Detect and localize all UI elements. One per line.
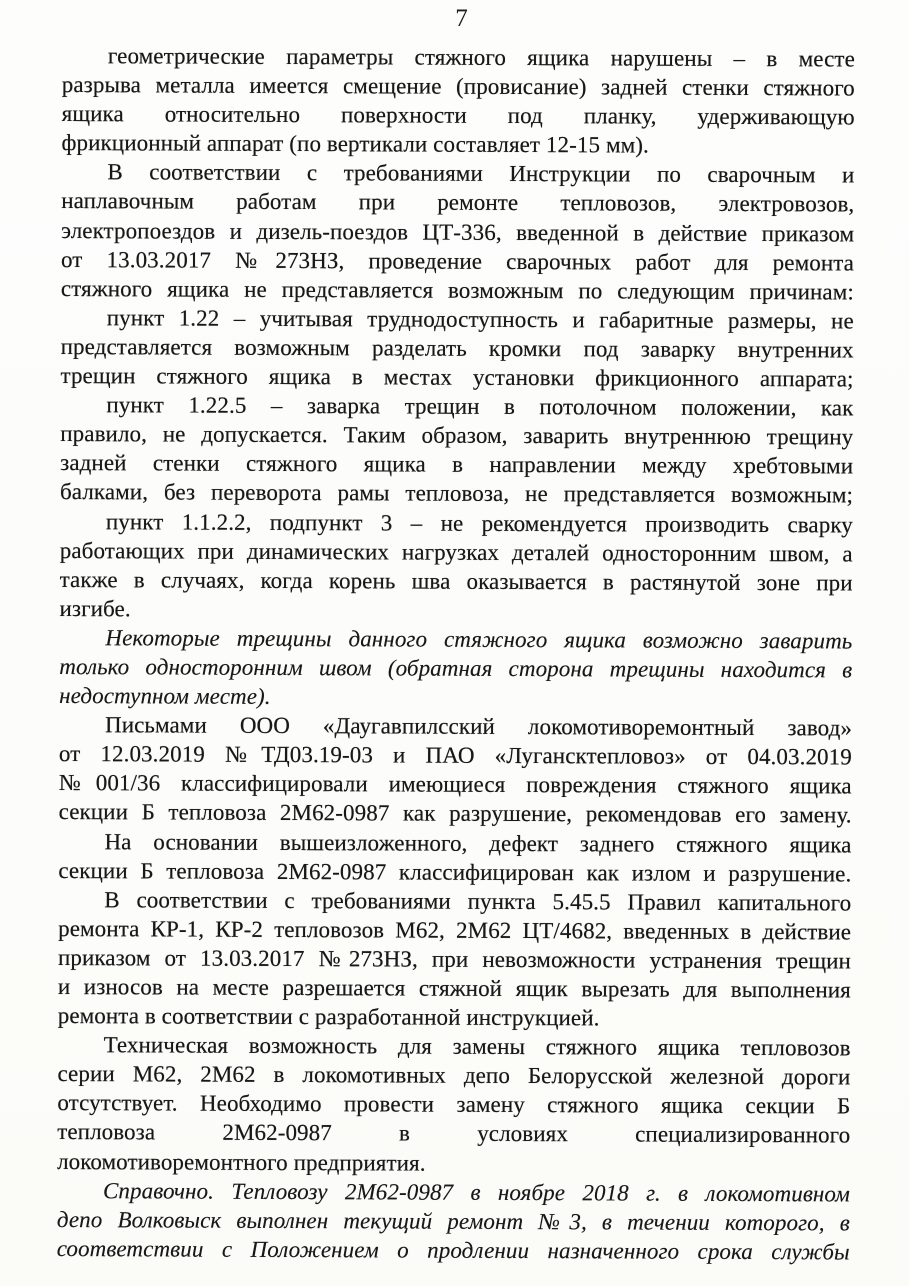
text-line: работающих при динамических нагрузках деталей односторонним швом, а [59,537,853,567]
text-line: Справочно. Тепловозу 2М62-0987 в ноябре 2018 г. в локомотивном [102,1177,851,1207]
text-line: приказом от 13.03.2017 №273НЗ, при невозможности устранения трещин [57,944,852,974]
text-line: фрикционный аппарат (по вертикали составляет 12-15 мм). [61,130,649,158]
paragraph [58,885,852,1034]
paragraph [58,827,851,889]
text-line: представляется возможным разделать кромки под заварку внутренних [60,333,854,363]
text-line: наплавочным работам при ремонте тепловозов, электровозов, [61,188,855,217]
text-line: и износов на месте разрешается стяжной ящик вырезать для выполнения [57,973,851,1003]
page-number: 7 [455,5,468,32]
text-line: пункт 1.1.2.2, подпункт 3 – не рекомендуется производить сварку [105,508,853,537]
text-line: ремонта в соответствии с разработанной инструкцией. [57,1003,600,1031]
text-line: тепловоза 2М62-0987 в условиях специализированного [57,1119,851,1148]
text-line: недоступном месте). [59,683,271,709]
text-line: геометрические параметры стяжного ящика нарушены – в месте [107,43,855,72]
text-line: Техническая возможность для замены стяжного ящика тепловозов [103,1032,851,1061]
paragraph [61,41,855,161]
paragraph [59,710,853,830]
text-line: соответствии с Положением о продлении назначенного срока службы [56,1235,850,1265]
text-line: только односторонним швом (обратная сторона трещины находится в [59,653,853,683]
text-line: электропоездов и дизель-поездов ЦТ-336, введенной в действие приказом [61,217,855,247]
text-line: от 12.03.2019 №ТД03.19-03 и ПАО «Лугансктепловоз» от 04.03.2019 [58,741,852,770]
text-line: серии М62, 2М62 в локомотивных депо Белорусской железной дороги [57,1061,851,1090]
text-line: В соответствии с требованиями пункта 5.45.5 Правил капитального [104,886,852,916]
text-line: ящика относительно поверхности под планку, удерживающую [61,101,855,130]
text-line: Письмами ООО «Даугавпилсский локомотиворемонтный завод» [104,712,853,741]
text-line: №001/36 классифицировали имеющиеся повреждения стяжного ящика [58,770,852,799]
text-line: от 13.03.2017 №273НЗ, проведение сварочных работ для ремонта [60,246,855,276]
text-line: балками, без переворота рамы тепловоза, не представляется возможным; [59,479,854,508]
text-line: пункт 1.22.5 – заварка трещин в потолочном положении, как [106,392,854,421]
text-line: задней стенки стяжного ящика в направлении между хребтовыми [60,450,854,479]
text-line: Некоторые трещины данного стяжного ящика возможно заварить [105,625,853,654]
text-line: правило, не допускается. Таким образом, заварить внутреннюю трещину [60,421,854,450]
text-line: секции Б тепловоза 2М62-0987 как разрушение, рекомендовав его замену. [58,799,852,828]
text-line: стяжного ящика не представляется возможным по следующим причинам: [60,275,854,305]
paragraph [61,157,855,306]
text-line: В соответствии с требованиями Инструкции по сварочным и [107,159,855,188]
text-line: изгибе. [59,595,131,622]
paragraph [59,506,853,626]
paragraph-italic-note [57,1176,850,1267]
paragraph [60,303,853,394]
text-line: На основании вышеизложенного, дефект заднего стяжного ящика [104,828,852,857]
text-line: ремонта КР-1, КР-2 тепловозов М62, 2М62 ЦТ/4682, введенных в действие [58,915,852,945]
text-line: депо Волковыск выполнен текущий ремонт №3, в течении которого, в [56,1206,850,1236]
text-line: разрыва металла имеется смещение (провисание) задней стенки стяжного [61,72,855,101]
paragraph-italic-note [59,623,852,714]
page-content [57,41,855,1266]
text-line: трещин стяжного ящика в местах установки фрикционного аппарата; [60,363,854,392]
text-line: также в случаях, когда корень шва оказывается в растянутой зоне при [59,566,853,596]
text-line: отсутствует. Необходимо провести замену стяжного ящика секции Б [57,1090,851,1119]
text-line: секции Б тепловоза 2М62-0987 классифицирован как излом и разрушение. [58,857,852,887]
text-line: локомотиворемонтного предприятия. [57,1148,426,1176]
paragraph [60,390,854,510]
text-line: пункт 1.22 – учитывая труднодоступность и габаритные размеры, не [106,305,854,334]
paragraph [57,1030,851,1179]
